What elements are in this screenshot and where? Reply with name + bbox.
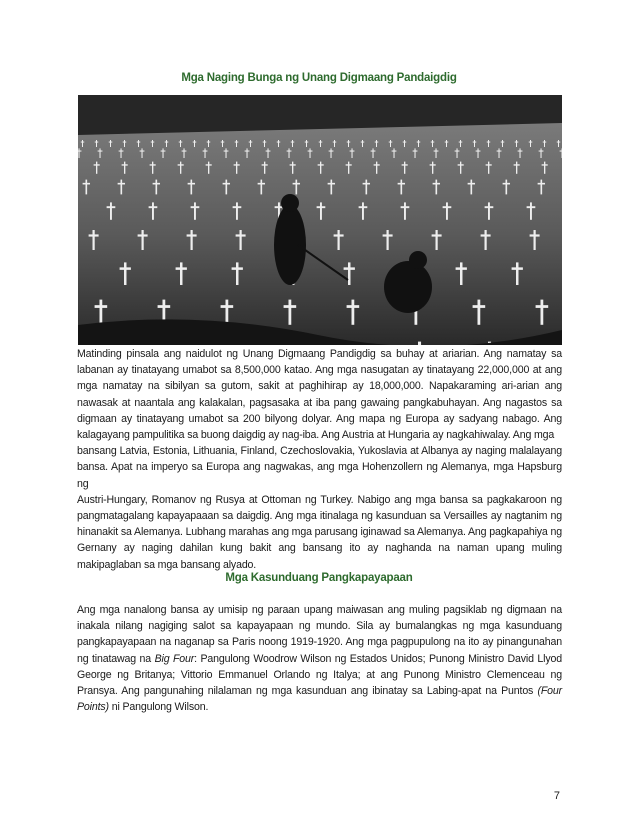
cross-mark — [518, 151, 523, 152]
cross-mark — [366, 180, 368, 195]
cross-mark — [278, 140, 279, 147]
cross-mark — [305, 142, 309, 143]
text-line: kalagayang pampulitika sa buong daigdig ay nag-iba. Ang Austria at Hungaria ay nagkahiwalay. Ang mga — [77, 429, 555, 442]
text-line: labanan ay tinatayang umabot sa 8,500,000 katao. Ang mga nasugatan ay tinatayang 22,000,000 at ang — [77, 364, 562, 377]
cross-mark — [317, 206, 326, 208]
cross-mark — [152, 202, 154, 219]
cross-mark — [460, 262, 462, 285]
cross-mark — [459, 142, 463, 143]
cross-mark — [363, 183, 370, 185]
page-heading: Mga Naging Bunga ng Unang Digmaang Pandaigdig — [181, 72, 457, 84]
cross-mark — [163, 148, 164, 158]
text-run: Pransya. Ang pangunahing nilalaman ng mga kasunduan ang ibinatay sa Labing-apat na Puntos — [77, 685, 538, 698]
cross-mark — [187, 234, 197, 236]
cross-mark — [503, 183, 510, 185]
cross-mark — [474, 140, 475, 147]
text-line — [77, 683, 562, 699]
cross-mark — [527, 206, 536, 208]
cross-mark — [191, 230, 193, 250]
cross-mark — [290, 164, 296, 165]
cross-mark — [109, 142, 113, 143]
cross-mark — [292, 140, 293, 147]
cross-mark — [455, 151, 460, 152]
cemetery-crosses-photo — [78, 95, 562, 345]
cross-mark — [485, 206, 494, 208]
cross-mark — [404, 162, 405, 174]
cross-mark — [415, 148, 416, 158]
cross-mark — [188, 183, 195, 185]
cross-mark — [485, 230, 487, 250]
cross-mark — [487, 142, 491, 143]
cross-mark — [443, 206, 452, 208]
cross-mark — [194, 140, 195, 147]
cross-mark — [387, 230, 389, 250]
text-line: Matinding pinsala ang naidulot ng Unang Digmaang Pandigdig sa buhay at ariarian. Ang namatay sa — [77, 348, 562, 360]
cross-mark — [153, 183, 160, 185]
cross-mark — [289, 148, 290, 158]
cross-mark — [193, 142, 197, 143]
cross-mark — [471, 180, 473, 195]
cross-mark — [347, 142, 351, 143]
cross-mark — [328, 183, 335, 185]
cross-mark — [100, 148, 101, 158]
page-number: 7 — [553, 790, 560, 802]
text-line: pangkapayapaan na naganap sa Paris noong 1919-1920. Ang mga pagpupulong na ito ay pinangunahan — [77, 636, 562, 649]
cross-mark — [534, 230, 536, 250]
cross-mark — [432, 140, 433, 147]
cross-mark — [236, 162, 237, 174]
cross-mark — [205, 148, 206, 158]
cross-mark — [180, 140, 181, 147]
cross-mark — [413, 151, 418, 152]
text-run: ng tinatawag na — [77, 652, 155, 665]
cross-mark — [373, 148, 374, 158]
cross-mark — [161, 151, 166, 152]
cross-mark — [514, 164, 520, 165]
cross-mark — [488, 202, 490, 219]
cross-mark — [334, 140, 335, 147]
cross-mark — [236, 234, 246, 236]
cross-mark — [543, 142, 547, 143]
cross-mark — [208, 162, 209, 174]
cross-mark — [319, 142, 323, 143]
cross-mark — [236, 262, 238, 285]
cross-mark — [512, 267, 523, 269]
cross-mark — [96, 162, 97, 174]
cross-mark — [166, 140, 167, 147]
cross-mark — [233, 206, 242, 208]
cross-mark — [207, 142, 211, 143]
cross-mark — [329, 151, 334, 152]
cross-mark — [376, 162, 377, 174]
cross-mark — [152, 162, 153, 174]
cross-mark — [502, 140, 503, 147]
cross-mark — [264, 162, 265, 174]
cross-mark — [123, 142, 127, 143]
cross-mark — [236, 140, 237, 147]
cross-mark — [235, 142, 239, 143]
text-line: inakala nilang nagiging salot sa kapayapaan ng mundo. Sila ay bumalangkas ng mga kasunduang — [77, 620, 562, 633]
cross-mark — [138, 234, 148, 236]
cross-mark — [417, 142, 421, 143]
cross-mark — [96, 140, 97, 147]
cross-mark — [530, 234, 540, 236]
cross-mark — [223, 183, 230, 185]
cross-mark — [436, 180, 438, 195]
cross-mark — [560, 151, 562, 152]
cross-mark — [180, 162, 181, 174]
text-line: makipaglaban sa mga bansang alyado. — [77, 558, 257, 571]
cross-mark — [458, 164, 464, 165]
cross-mark — [221, 142, 225, 143]
cross-mark — [404, 202, 406, 219]
cross-mark — [184, 148, 185, 158]
cross-mark — [292, 162, 293, 174]
big-four-term: Big Four — [154, 652, 195, 665]
cross-mark — [142, 148, 143, 158]
cross-mark — [226, 180, 228, 195]
cross-mark — [222, 140, 223, 147]
cross-mark — [306, 140, 307, 147]
cross-mark — [81, 142, 85, 143]
cross-mark — [137, 142, 141, 143]
cross-mark — [179, 142, 183, 143]
cross-mark — [140, 151, 145, 152]
cross-mark — [240, 230, 242, 250]
text-line: George ng Britanya; Vittorio Emmanuel Orlando ng Italya; at ang Punong Ministro Clemenceau ng — [77, 668, 562, 681]
cross-mark — [476, 151, 481, 152]
cross-mark — [308, 151, 313, 152]
cross-mark — [293, 183, 300, 185]
cross-mark — [506, 180, 508, 195]
cross-mark — [122, 164, 128, 165]
cross-mark — [486, 164, 492, 165]
cross-mark — [542, 164, 548, 165]
cross-mark — [468, 183, 475, 185]
text-line: hinanakit sa Alemanya. Lubhang marahas ang mga parusang iginawad sa Alemanya. Ang pagkapahiya ng — [77, 526, 562, 539]
cross-mark — [320, 202, 322, 219]
cross-mark — [95, 142, 99, 143]
cross-mark — [156, 180, 158, 195]
cross-mark — [456, 267, 467, 269]
cross-mark — [430, 164, 436, 165]
cross-mark — [232, 267, 243, 269]
cross-mark — [176, 267, 187, 269]
cross-mark — [333, 142, 337, 143]
cross-mark — [268, 148, 269, 158]
cross-mark — [501, 142, 505, 143]
cross-mark — [165, 142, 169, 143]
cross-mark — [258, 183, 265, 185]
cross-mark — [375, 142, 379, 143]
cross-mark — [83, 183, 90, 185]
paragraph-effects — [77, 346, 562, 573]
cross-mark — [516, 140, 517, 147]
cross-mark — [389, 142, 393, 143]
cross-mark — [445, 142, 449, 143]
cross-mark — [206, 164, 212, 165]
cross-mark — [541, 180, 543, 195]
cross-mark — [362, 202, 364, 219]
paragraph-treaties — [77, 602, 562, 715]
cross-mark — [266, 151, 271, 152]
cross-mark — [359, 206, 368, 208]
cross-mark — [362, 140, 363, 147]
cross-mark — [296, 180, 298, 195]
cross-mark — [433, 183, 440, 185]
cross-mark — [516, 262, 518, 285]
cross-mark — [352, 300, 355, 325]
cross-mark — [264, 140, 265, 147]
cross-mark — [221, 305, 234, 308]
cross-mark — [261, 180, 263, 195]
cross-mark — [529, 142, 533, 143]
cross-mark — [86, 180, 88, 195]
section-heading: Mga Kasunduang Pangkapayapaan — [225, 572, 413, 584]
cross-mark — [530, 202, 532, 219]
cross-mark — [94, 164, 100, 165]
cross-mark — [460, 140, 461, 147]
cross-mark — [418, 342, 421, 345]
text-line: bansa. Apat na imperyo sa Europa ang nagwakas, ang mga Hohenzollern ng Alemanya, mga Hapsburg ng — [77, 461, 562, 490]
cross-mark — [152, 140, 153, 147]
cross-mark — [557, 142, 561, 143]
cross-mark — [361, 142, 365, 143]
cross-mark — [318, 164, 324, 165]
cross-mark — [516, 162, 517, 174]
cross-mark — [434, 151, 439, 152]
cross-mark — [473, 305, 486, 308]
cross-mark — [234, 164, 240, 165]
cross-mark — [478, 300, 481, 325]
cross-mark — [562, 148, 563, 158]
cross-mark — [401, 180, 403, 195]
cross-mark — [226, 148, 227, 158]
cross-mark — [149, 206, 158, 208]
cross-mark — [402, 164, 408, 165]
text-line: Austri-Hungary, Romanov ng Rusya at Ottoman ng Turkey. Nabigo ang mga bansa sa pagkakaroon ng — [77, 493, 562, 506]
text-line: Gernany ay naging dahilan kung bakit ang bansang ito ay naghanda na naman upang muling — [77, 542, 562, 555]
cross-mark — [118, 183, 125, 185]
cross-mark — [262, 164, 268, 165]
cross-mark — [291, 142, 295, 143]
cross-mark — [245, 151, 250, 152]
cross-mark — [287, 151, 292, 152]
cross-mark — [383, 234, 393, 236]
cross-mark — [78, 151, 81, 152]
cross-mark — [544, 140, 545, 147]
cross-mark — [124, 262, 126, 285]
cross-mark — [394, 148, 395, 158]
cross-mark — [79, 148, 80, 158]
cross-mark — [120, 267, 131, 269]
cross-mark — [499, 148, 500, 158]
cross-mark — [89, 234, 99, 236]
cross-mark — [289, 300, 292, 325]
cross-mark — [142, 230, 144, 250]
text-line: bansang Latvia, Estonia, Lithuania, Finland, Czechoslovakia, Yukoslavia at Albanya ay naging malalayang — [77, 445, 562, 458]
cross-mark — [150, 164, 156, 165]
cross-mark — [334, 234, 344, 236]
cross-mark — [158, 305, 171, 308]
cross-mark — [497, 151, 502, 152]
text-line: nawasak at naantala ang kalakalan, pagsasaka at iba pang gawaing pangkabuhayan. Ang nagastos sa — [77, 396, 562, 409]
cross-mark — [107, 206, 116, 208]
cross-mark — [331, 180, 333, 195]
cross-mark — [236, 202, 238, 219]
cross-mark — [119, 151, 124, 152]
text-line: pangmatagalang kapayapaaan sa daigdig. Ang mga itinalaga ng kasunduan sa Versailles ay nagtanim ng — [77, 510, 562, 523]
text-line: Ang mga nanalong bansa ay umisip ng paraan upang maiwasan ang muling pagsiklab ng digmaan na — [77, 604, 562, 616]
text-line: digmaan ay tinatayang umabot sa 200 bilyong dolyar. Ang mapa ng Europa ay sadyang nabago. Ang — [77, 412, 562, 425]
cross-mark — [432, 162, 433, 174]
cross-mark — [346, 164, 352, 165]
cross-mark — [98, 151, 103, 152]
cross-mark — [208, 140, 209, 147]
cross-mark — [338, 230, 340, 250]
cross-mark — [376, 140, 377, 147]
cross-mark — [124, 140, 125, 147]
cross-mark — [404, 140, 405, 147]
cross-mark — [436, 148, 437, 158]
cross-mark — [403, 142, 407, 143]
cross-mark — [110, 140, 111, 147]
cross-mark — [224, 151, 229, 152]
cross-mark — [481, 234, 491, 236]
cross-mark — [121, 148, 122, 158]
cross-mark — [374, 164, 380, 165]
cross-mark — [432, 234, 442, 236]
cross-mark — [277, 142, 281, 143]
cross-mark — [124, 162, 125, 174]
photo-graphic — [78, 95, 562, 345]
cross-mark — [226, 300, 229, 325]
cross-mark — [250, 140, 251, 147]
cross-mark — [180, 262, 182, 285]
text-line — [77, 651, 562, 667]
four-points-term: (Four — [537, 685, 562, 698]
cross-mark — [473, 142, 477, 143]
cross-mark — [331, 148, 332, 158]
cross-mark — [247, 148, 248, 158]
cross-mark — [401, 206, 410, 208]
cross-mark — [182, 151, 187, 152]
cross-mark — [350, 151, 355, 152]
cross-mark — [191, 180, 193, 195]
cross-mark — [488, 140, 489, 147]
cross-mark — [446, 202, 448, 219]
cross-mark — [347, 305, 360, 308]
cross-mark — [392, 151, 397, 152]
cross-mark — [520, 148, 521, 158]
text-run: : Pangulong Woodrow Wilson ng Estados Unidos; Punong Ministro David Llyod — [194, 652, 562, 665]
cross-mark — [320, 162, 321, 174]
cross-mark — [263, 142, 267, 143]
cross-mark — [284, 305, 297, 308]
cross-mark — [515, 142, 519, 143]
cross-mark — [436, 230, 438, 250]
cross-mark — [151, 142, 155, 143]
cross-mark — [93, 230, 95, 250]
cross-mark — [352, 148, 353, 158]
cross-mark — [348, 262, 350, 285]
cross-mark — [536, 305, 549, 308]
cross-mark — [178, 164, 184, 165]
cross-mark — [538, 183, 545, 185]
cross-mark — [138, 140, 139, 147]
cross-mark — [348, 162, 349, 174]
cross-mark — [249, 142, 253, 143]
cross-mark — [558, 140, 559, 147]
four-points-term: Points) — [77, 701, 109, 714]
cross-mark — [539, 151, 544, 152]
cross-mark — [530, 140, 531, 147]
cross-mark — [488, 162, 489, 174]
cross-mark — [82, 140, 83, 147]
text-line — [77, 699, 562, 715]
cross-mark — [460, 162, 461, 174]
cross-mark — [478, 148, 479, 158]
cross-mark — [446, 140, 447, 147]
cross-mark — [544, 162, 545, 174]
cross-mark — [398, 183, 405, 185]
cross-mark — [541, 300, 544, 325]
cross-mark — [320, 140, 321, 147]
cross-mark — [100, 300, 103, 325]
cross-mark — [95, 305, 108, 308]
text-run: ni Pangulong Wilson. — [108, 701, 209, 714]
cross-mark — [121, 180, 123, 195]
cross-mark — [203, 151, 208, 152]
cross-mark — [348, 140, 349, 147]
cross-mark — [194, 202, 196, 219]
cross-mark — [418, 140, 419, 147]
cross-mark — [371, 151, 376, 152]
text-line: mga namatay na sibilyan sa gutom, sakit at paghihirap ay 18,000,000. Napakaraming ari-arian ang — [77, 380, 562, 393]
cross-mark — [110, 202, 112, 219]
cross-mark — [191, 206, 200, 208]
cross-mark — [310, 148, 311, 158]
cross-mark — [390, 140, 391, 147]
cross-mark — [541, 148, 542, 158]
cross-mark — [457, 148, 458, 158]
cross-mark — [431, 142, 435, 143]
cross-mark — [344, 267, 355, 269]
